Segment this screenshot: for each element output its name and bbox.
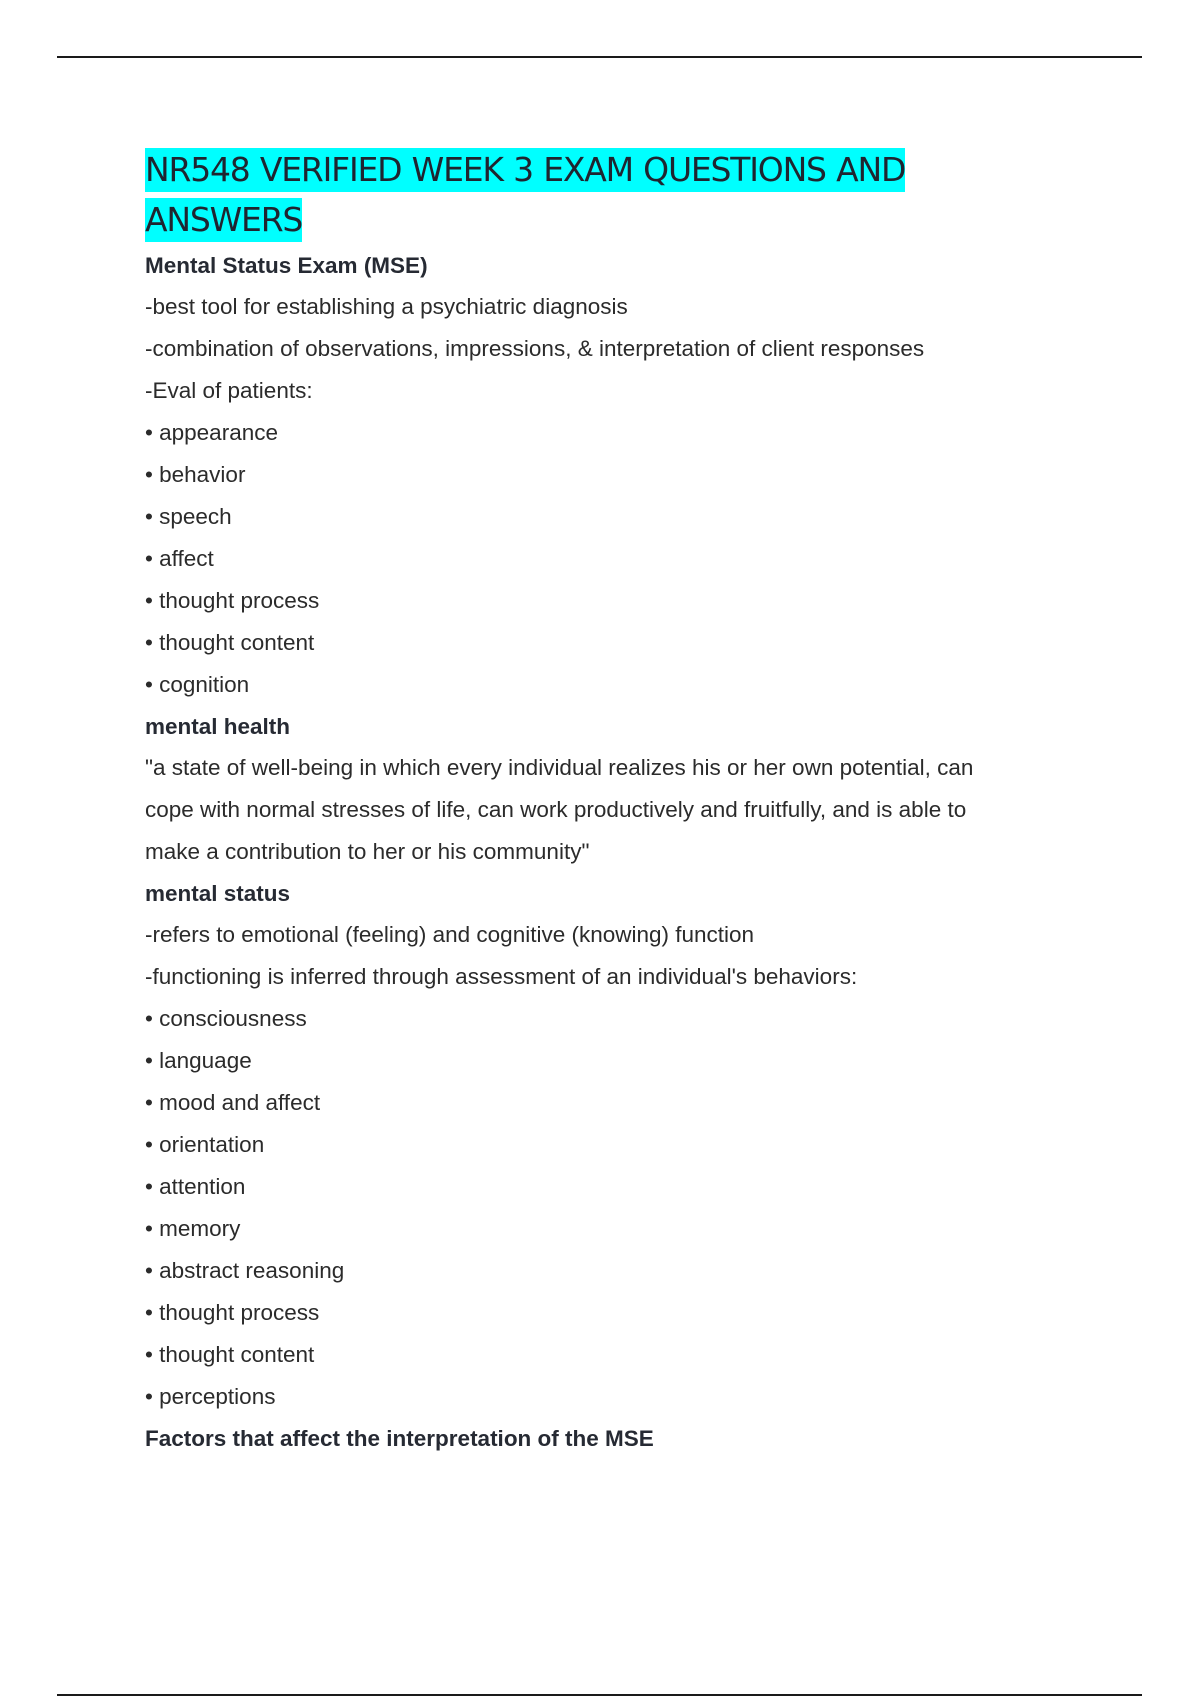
section-mental-status — [145, 873, 1065, 1418]
title-line-2: ANSWERS — [145, 198, 302, 242]
list-item: • appearance — [145, 420, 278, 445]
text-line: "a state of well-being in which every individual realizes his or her own potential, can — [145, 755, 974, 780]
list-item: • thought process — [145, 1300, 320, 1325]
list-item: • behavior — [145, 462, 246, 487]
list-item: • attention — [145, 1174, 246, 1199]
list-item: • affect — [145, 546, 214, 571]
list-item: • orientation — [145, 1132, 265, 1157]
list-item: • abstract reasoning — [145, 1258, 345, 1283]
document-body — [145, 145, 1065, 1459]
list-item: • speech — [145, 504, 232, 529]
top-rule — [57, 56, 1142, 58]
text-line: -best tool for establishing a psychiatric diagnosis — [145, 294, 628, 319]
list-item: • cognition — [145, 672, 250, 697]
list-item: • perceptions — [145, 1384, 276, 1409]
list-item: • mood and affect — [145, 1090, 321, 1115]
section-heading: Mental Status Exam (MSE) — [145, 253, 428, 278]
section-factors — [145, 1418, 1065, 1459]
text-line: -combination of observations, impressions, & interpretation of client responses — [145, 336, 925, 361]
list-item: • language — [145, 1048, 252, 1073]
section-heading: Factors that affect the interpretation of the MSE — [145, 1426, 654, 1451]
section-heading: mental status — [145, 881, 291, 906]
section-heading: mental health — [145, 714, 291, 739]
text-line: -functioning is inferred through assessment of an individual's behaviors: — [145, 964, 858, 989]
bottom-rule — [57, 1694, 1142, 1696]
text-line: -Eval of patients: — [145, 378, 313, 403]
section-mse — [145, 245, 1065, 706]
list-item: • consciousness — [145, 1006, 307, 1031]
title-line-1: NR548 VERIFIED WEEK 3 EXAM QUESTIONS AND — [145, 148, 905, 192]
list-item: • memory — [145, 1216, 241, 1241]
document-title — [145, 145, 1065, 245]
text-line: cope with normal stresses of life, can work productively and fruitfully, and is able to — [145, 797, 967, 822]
list-item: • thought process — [145, 588, 320, 613]
section-mental-health — [145, 706, 1065, 873]
text-line: make a contribution to her or his community" — [145, 839, 590, 864]
list-item: • thought content — [145, 630, 315, 655]
list-item: • thought content — [145, 1342, 315, 1367]
text-line: -refers to emotional (feeling) and cognitive (knowing) function — [145, 922, 755, 947]
